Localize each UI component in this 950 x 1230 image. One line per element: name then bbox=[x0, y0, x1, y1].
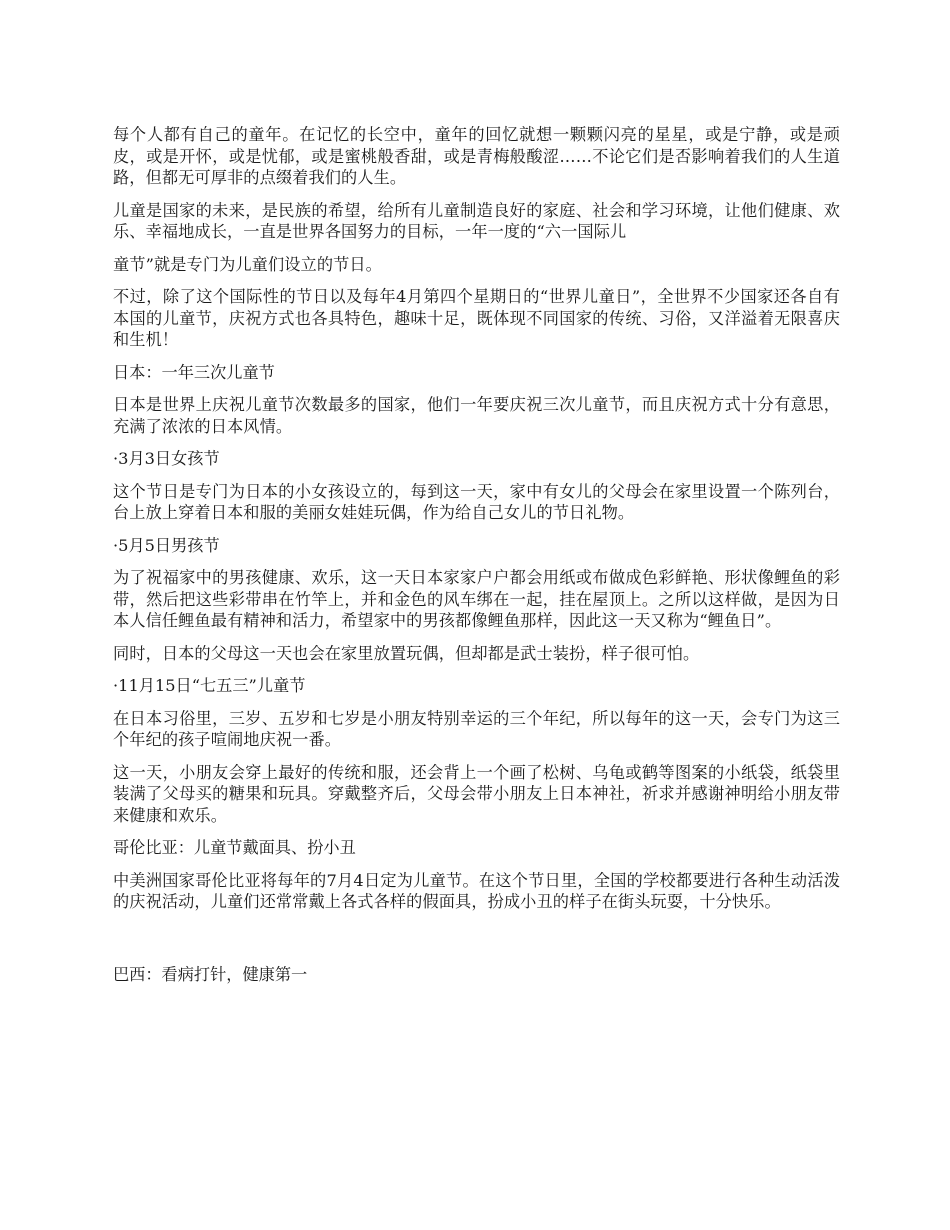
document-page bbox=[113, 124, 840, 996]
heading-brazil: 巴西：看病打针，健康第一 bbox=[113, 964, 308, 984]
paragraph-japan: 日本是世界上庆祝儿童节次数最多的国家，他们一年要庆祝三次儿童节，而且庆祝方式十分有意思，充满了浓浓的日本风情。 bbox=[113, 395, 840, 436]
heading-girls-day: ·3月3日女孩节 bbox=[113, 449, 220, 468]
paragraph-boys-day: 为了祝福家中的男孩健康、欢乐，这一天日本家家户户都会用纸或布做成色彩鲜艳、形状像鲤鱼的彩带，然后把这些彩带串在竹竿上，并和金色的风车绑在一起，挂在屋顶上。之所以这样做，是因为日本人信任鲤鱼最有精神和活力，希望家中的男孩都像鲤鱼那样，因此这一天又称为“鲤鱼日”。 bbox=[113, 568, 840, 630]
heading-shichigosan: ·11月15日“七五三”儿童节 bbox=[113, 676, 306, 695]
paragraph-childrens-day: 童节”就是专门为儿童们设立的节日。 bbox=[113, 254, 382, 274]
paragraph-girls-day: 这个节日是专门为日本的小女孩设立的，每到这一天，家中有女儿的父母会在家里设置一个陈列台，台上放上穿着日本和服的美丽女娃娃玩偶，作为给自己女儿的节日礼物。 bbox=[113, 481, 840, 522]
paragraph-intro: 每个人都有自己的童年。在记忆的长空中，童年的回忆就想一颗颗闪亮的星星，或是宁静，或是顽皮，或是开怀，或是忧郁，或是蜜桃般香甜，或是青梅般酸涩……不论它们是否影响着我们的人生道路，但都无可厚非的点缀着我们的人生。 bbox=[113, 125, 840, 187]
paragraph-shrine-visit: 这一天，小朋友会穿上最好的传统和服，还会背上一个画了松树、乌龟或鹤等图案的小纸袋，纸袋里装满了父母买的糖果和玩具。穿戴整齐后，父母会带小朋友上日本神社，祈求并感谢神明给小朋友带来健康和欢乐。 bbox=[113, 762, 840, 825]
heading-boys-day: ·5月5日男孩节 bbox=[113, 535, 220, 555]
paragraph-international: 不过，除了这个国际性的节日以及每年4月第四个星期日的“世界儿童日”，全世界不少国家还各自有本国的儿童节，庆祝方式也各具特色，趣味十足，既体现不同国家的传统、习俗，又洋溢着无限喜庆和生机！ bbox=[113, 287, 840, 349]
paragraph-colombia: 中美洲国家哥伦比亚将每年的7月4日定为儿童节。在这个节日里，全国的学校都要进行各种生动活泼的庆祝活动，儿童们还常常戴上各式各样的假面具，扮成小丑的样子在街头玩耍，十分快乐。 bbox=[113, 870, 840, 911]
section-spacer bbox=[113, 924, 840, 964]
paragraph-samurai-dolls: 同时，日本的父母这一天也会在家里放置玩偶，但却都是武士装扮，样子很可怕。 bbox=[113, 643, 700, 663]
paragraph-shichigosan: 在日本习俗里，三岁、五岁和七岁是小朋友特别幸运的三个年纪，所以每年的这一天，会专门为这三个年纪的孩子喧闹地庆祝一番。 bbox=[113, 708, 840, 749]
heading-japan: 日本：一年三次儿童节 bbox=[113, 362, 275, 382]
paragraph-children-future: 儿童是国家的未来，是民族的希望，给所有儿童制造良好的家庭、社会和学习环境，让他们健康、欢乐、幸福地成长，一直是世界各国努力的目标，一年一度的“六一国际儿 bbox=[113, 200, 840, 241]
heading-colombia: 哥伦比亚：儿童节戴面具、扮小丑 bbox=[113, 838, 356, 857]
